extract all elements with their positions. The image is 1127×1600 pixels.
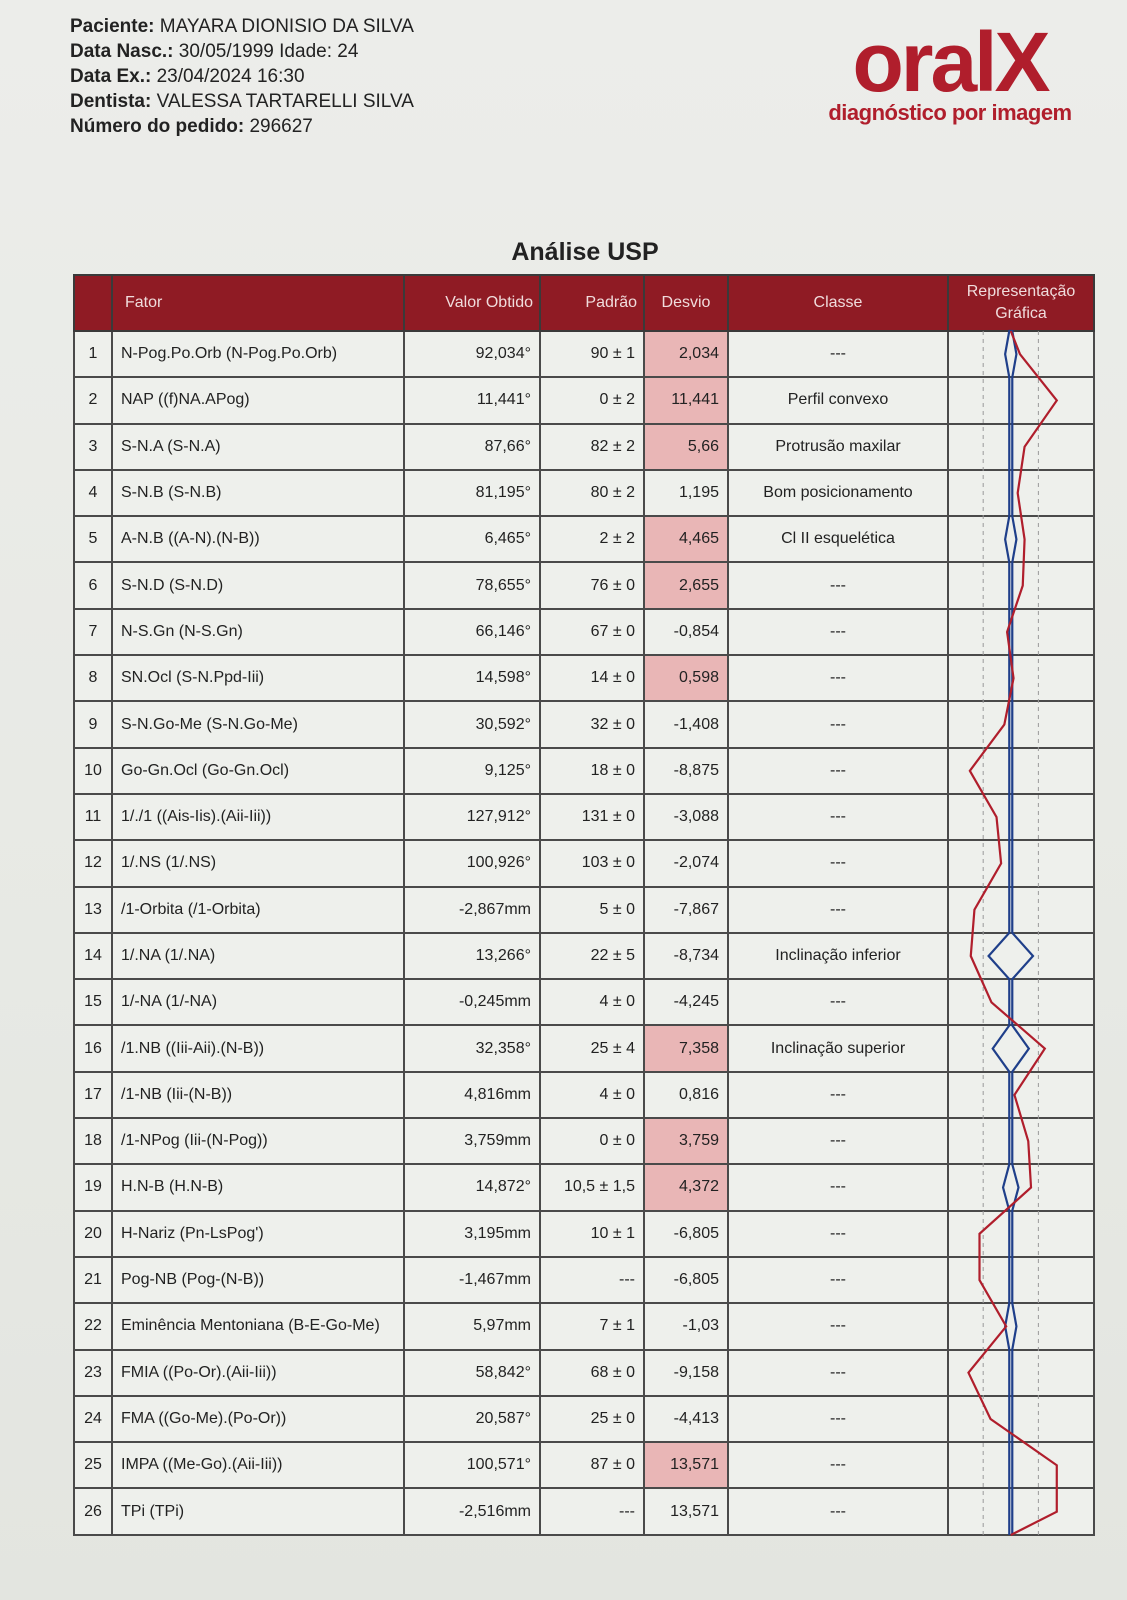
row-number: 18 [74, 1118, 112, 1164]
row-number: 4 [74, 470, 112, 516]
graph-cell [948, 424, 1094, 470]
classe-cell: --- [728, 794, 948, 840]
graph-cell [948, 1488, 1094, 1535]
dentist-row [70, 89, 414, 114]
table-row [74, 1118, 1094, 1164]
desvio-cell: -7,867 [644, 887, 728, 933]
table-row [74, 1257, 1094, 1303]
classe-cell: --- [728, 1257, 948, 1303]
classe-cell: --- [728, 562, 948, 608]
classe-cell: --- [728, 1396, 948, 1442]
exam-date-label: Data Ex.: [70, 66, 152, 87]
row-number: 3 [74, 424, 112, 470]
valor-cell: 92,034° [404, 331, 540, 377]
row-number: 13 [74, 887, 112, 933]
valor-cell: -0,245mm [404, 979, 540, 1025]
row-number: 19 [74, 1164, 112, 1210]
classe-cell: Perfil convexo [728, 377, 948, 423]
graph-cell [948, 748, 1094, 794]
desvio-cell: 7,358 [644, 1025, 728, 1071]
classe-cell: --- [728, 1442, 948, 1488]
desvio-cell: -9,158 [644, 1350, 728, 1396]
table-row [74, 840, 1094, 886]
order-number: 296627 [249, 116, 313, 137]
classe-cell: --- [728, 1350, 948, 1396]
fator-cell: N-Pog.Po.Orb (N-Pog.Po.Orb) [112, 331, 404, 377]
table-row [74, 609, 1094, 655]
fator-cell: H.N-B (H.N-B) [112, 1164, 404, 1210]
table-row [74, 562, 1094, 608]
row-number: 5 [74, 516, 112, 562]
classe-cell: --- [728, 701, 948, 747]
valor-cell: 4,816mm [404, 1072, 540, 1118]
valor-cell: 11,441° [404, 377, 540, 423]
header-num [74, 275, 112, 331]
valor-cell: 13,266° [404, 933, 540, 979]
row-number: 15 [74, 979, 112, 1025]
desvio-cell: 2,034 [644, 331, 728, 377]
padrao-cell: 5 ± 0 [540, 887, 644, 933]
table-row [74, 470, 1094, 516]
graph-cell [948, 516, 1094, 562]
graph-cell [948, 377, 1094, 423]
analysis-title: Análise USP [511, 238, 659, 266]
table-row [74, 516, 1094, 562]
graph-cell [948, 562, 1094, 608]
header-valor: Valor Obtido [404, 275, 540, 331]
valor-cell: -2,867mm [404, 887, 540, 933]
logo-tagline: diagnóstico por imagem [828, 100, 1072, 125]
padrao-cell: 103 ± 0 [540, 840, 644, 886]
padrao-cell: --- [540, 1257, 644, 1303]
graph-cell [948, 701, 1094, 747]
valor-cell: 14,872° [404, 1164, 540, 1210]
fator-cell: 1/-NA (1/-NA) [112, 979, 404, 1025]
classe-cell: --- [728, 1303, 948, 1349]
graph-cell [948, 1164, 1094, 1210]
row-number: 24 [74, 1396, 112, 1442]
valor-cell: 6,465° [404, 516, 540, 562]
desvio-cell: 0,598 [644, 655, 728, 701]
classe-cell: --- [728, 1488, 948, 1535]
birth-date-label: Data Nasc.: [70, 41, 174, 62]
padrao-cell: 80 ± 2 [540, 470, 644, 516]
valor-cell: 100,926° [404, 840, 540, 886]
valor-cell: 78,655° [404, 562, 540, 608]
graph-cell [948, 1442, 1094, 1488]
header-padrao: Padrão [540, 275, 644, 331]
padrao-cell: 10 ± 1 [540, 1211, 644, 1257]
padrao-cell: 67 ± 0 [540, 609, 644, 655]
valor-cell: 100,571° [404, 1442, 540, 1488]
desvio-cell: -1,03 [644, 1303, 728, 1349]
classe-cell: --- [728, 609, 948, 655]
table-body [74, 331, 1094, 1535]
valor-cell: 58,842° [404, 1350, 540, 1396]
graph-cell [948, 1257, 1094, 1303]
row-number: 20 [74, 1211, 112, 1257]
header-desvio: Desvio [644, 275, 728, 331]
valor-cell: 3,195mm [404, 1211, 540, 1257]
desvio-cell: 4,372 [644, 1164, 728, 1210]
desvio-cell: 4,465 [644, 516, 728, 562]
row-number: 25 [74, 1442, 112, 1488]
classe-cell: --- [728, 979, 948, 1025]
desvio-cell: 5,66 [644, 424, 728, 470]
order-number-row [70, 114, 414, 139]
graph-cell [948, 1211, 1094, 1257]
classe-cell: --- [728, 887, 948, 933]
valor-cell: 14,598° [404, 655, 540, 701]
padrao-cell: 0 ± 0 [540, 1118, 644, 1164]
fator-cell: /1-Orbita (/1-Orbita) [112, 887, 404, 933]
row-number: 23 [74, 1350, 112, 1396]
desvio-cell: -8,734 [644, 933, 728, 979]
exam-date: 23/04/2024 16:30 [156, 66, 305, 87]
classe-cell: Inclinação superior [728, 1025, 948, 1071]
table-row [74, 933, 1094, 979]
table-row [74, 1488, 1094, 1535]
valor-cell: 32,358° [404, 1025, 540, 1071]
padrao-cell: 7 ± 1 [540, 1303, 644, 1349]
fator-cell: IMPA ((Me-Go).(Aii-Iii)) [112, 1442, 404, 1488]
table-row [74, 794, 1094, 840]
graph-cell [948, 1118, 1094, 1164]
valor-cell: 66,146° [404, 609, 540, 655]
table-row [74, 1025, 1094, 1071]
graph-cell [948, 979, 1094, 1025]
patient-name-row [70, 14, 414, 39]
valor-cell: 9,125° [404, 748, 540, 794]
desvio-cell: -4,245 [644, 979, 728, 1025]
desvio-cell: -6,805 [644, 1257, 728, 1303]
table-row [74, 1396, 1094, 1442]
row-number: 7 [74, 609, 112, 655]
graph-cell [948, 933, 1094, 979]
classe-cell: --- [728, 1164, 948, 1210]
patient-info [70, 14, 414, 139]
row-number: 2 [74, 377, 112, 423]
valor-cell: 30,592° [404, 701, 540, 747]
table-row [74, 377, 1094, 423]
patient-name-label: Paciente: [70, 16, 155, 37]
padrao-cell: 90 ± 1 [540, 331, 644, 377]
table-header-row [74, 275, 1094, 331]
fator-cell: FMIA ((Po-Or).(Aii-Iii)) [112, 1350, 404, 1396]
row-number: 22 [74, 1303, 112, 1349]
graph-cell [948, 887, 1094, 933]
graph-cell [948, 1350, 1094, 1396]
padrao-cell: 25 ± 0 [540, 1396, 644, 1442]
analysis-table [73, 274, 1095, 1536]
padrao-cell: --- [540, 1488, 644, 1535]
desvio-cell: -3,088 [644, 794, 728, 840]
desvio-cell: 13,571 [644, 1442, 728, 1488]
classe-cell: --- [728, 1072, 948, 1118]
padrao-cell: 10,5 ± 1,5 [540, 1164, 644, 1210]
padrao-cell: 87 ± 0 [540, 1442, 644, 1488]
table-row [74, 887, 1094, 933]
graph-cell [948, 470, 1094, 516]
classe-cell: Inclinação inferior [728, 933, 948, 979]
dentist-label: Dentista: [70, 91, 152, 112]
row-number: 14 [74, 933, 112, 979]
desvio-cell: -1,408 [644, 701, 728, 747]
classe-cell: --- [728, 840, 948, 886]
padrao-cell: 76 ± 0 [540, 562, 644, 608]
valor-cell: 87,66° [404, 424, 540, 470]
padrao-cell: 25 ± 4 [540, 1025, 644, 1071]
fator-cell: Go-Gn.Ocl (Go-Gn.Ocl) [112, 748, 404, 794]
graph-cell [948, 840, 1094, 886]
classe-cell: --- [728, 748, 948, 794]
desvio-cell: 3,759 [644, 1118, 728, 1164]
table-row [74, 748, 1094, 794]
graph-cell [948, 794, 1094, 840]
header-representacao: Representação Gráfica [948, 275, 1094, 331]
table-row [74, 1350, 1094, 1396]
row-number: 21 [74, 1257, 112, 1303]
desvio-cell: -8,875 [644, 748, 728, 794]
row-number: 26 [74, 1488, 112, 1535]
valor-cell: 20,587° [404, 1396, 540, 1442]
row-number: 1 [74, 331, 112, 377]
graph-cell [948, 1396, 1094, 1442]
padrao-cell: 82 ± 2 [540, 424, 644, 470]
table-row [74, 1211, 1094, 1257]
classe-cell: --- [728, 1211, 948, 1257]
row-number: 6 [74, 562, 112, 608]
valor-cell: 127,912° [404, 794, 540, 840]
classe-cell: Protrusão maxilar [728, 424, 948, 470]
row-number: 9 [74, 701, 112, 747]
oralx-logo [820, 15, 1080, 126]
logo-brand: oralX [852, 15, 1048, 109]
fator-cell: S-N.B (S-N.B) [112, 470, 404, 516]
fator-cell: H-Nariz (Pn-LsPog') [112, 1211, 404, 1257]
fator-cell: FMA ((Go-Me).(Po-Or)) [112, 1396, 404, 1442]
desvio-cell: -4,413 [644, 1396, 728, 1442]
table-row [74, 1072, 1094, 1118]
fator-cell: /1.NB ((Iii-Aii).(N-B)) [112, 1025, 404, 1071]
fator-cell: NAP ((f)NA.APog) [112, 377, 404, 423]
table-row [74, 1303, 1094, 1349]
fator-cell: Pog-NB (Pog-(N-B)) [112, 1257, 404, 1303]
birth-date-row [70, 39, 414, 64]
row-number: 10 [74, 748, 112, 794]
row-number: 16 [74, 1025, 112, 1071]
birth-date: 30/05/1999 Idade: 24 [178, 41, 359, 62]
order-number-label: Número do pedido: [70, 116, 245, 137]
table-row [74, 1164, 1094, 1210]
fator-cell: /1-NPog (Iii-(N-Pog)) [112, 1118, 404, 1164]
valor-cell: 3,759mm [404, 1118, 540, 1164]
valor-cell: -1,467mm [404, 1257, 540, 1303]
padrao-cell: 32 ± 0 [540, 701, 644, 747]
dentist-name: VALESSA TARTARELLI SILVA [156, 91, 414, 112]
fator-cell: S-N.D (S-N.D) [112, 562, 404, 608]
fator-cell: A-N.B ((A-N).(N-B)) [112, 516, 404, 562]
fator-cell: 1/.NS (1/.NS) [112, 840, 404, 886]
desvio-cell: 0,816 [644, 1072, 728, 1118]
row-number: 17 [74, 1072, 112, 1118]
fator-cell: 1/.NA (1/.NA) [112, 933, 404, 979]
classe-cell: --- [728, 1118, 948, 1164]
fator-cell: /1-NB (Iii-(N-B)) [112, 1072, 404, 1118]
row-number: 11 [74, 794, 112, 840]
fator-cell: S-N.Go-Me (S-N.Go-Me) [112, 701, 404, 747]
fator-cell: SN.Ocl (S-N.Ppd-Iii) [112, 655, 404, 701]
classe-cell: Bom posicionamento [728, 470, 948, 516]
row-number: 12 [74, 840, 112, 886]
patient-name: MAYARA DIONISIO DA SILVA [159, 16, 414, 37]
padrao-cell: 2 ± 2 [540, 516, 644, 562]
valor-cell: 81,195° [404, 470, 540, 516]
fator-cell: TPi (TPi) [112, 1488, 404, 1535]
graph-cell [948, 1072, 1094, 1118]
graph-cell [948, 655, 1094, 701]
valor-cell: 5,97mm [404, 1303, 540, 1349]
table-row [74, 701, 1094, 747]
classe-cell: --- [728, 331, 948, 377]
header-classe: Classe [728, 275, 948, 331]
valor-cell: -2,516mm [404, 1488, 540, 1535]
fator-cell: Eminência Mentoniana (B-E-Go-Me) [112, 1303, 404, 1349]
padrao-cell: 18 ± 0 [540, 748, 644, 794]
desvio-cell: -6,805 [644, 1211, 728, 1257]
padrao-cell: 4 ± 0 [540, 979, 644, 1025]
exam-date-row [70, 64, 414, 89]
desvio-cell: 11,441 [644, 377, 728, 423]
row-number: 8 [74, 655, 112, 701]
desvio-cell: 13,571 [644, 1488, 728, 1535]
table-row [74, 655, 1094, 701]
graph-cell [948, 1303, 1094, 1349]
desvio-cell: 2,655 [644, 562, 728, 608]
graph-cell [948, 331, 1094, 377]
fator-cell: S-N.A (S-N.A) [112, 424, 404, 470]
table-row [74, 331, 1094, 377]
table-row [74, 1442, 1094, 1488]
fator-cell: 1/./1 ((Ais-Iis).(Aii-Iii)) [112, 794, 404, 840]
padrao-cell: 68 ± 0 [540, 1350, 644, 1396]
classe-cell: Cl II esquelética [728, 516, 948, 562]
padrao-cell: 22 ± 5 [540, 933, 644, 979]
desvio-cell: -2,074 [644, 840, 728, 886]
table-row [74, 424, 1094, 470]
classe-cell: --- [728, 655, 948, 701]
graph-cell [948, 1025, 1094, 1071]
padrao-cell: 0 ± 2 [540, 377, 644, 423]
desvio-cell: 1,195 [644, 470, 728, 516]
padrao-cell: 4 ± 0 [540, 1072, 644, 1118]
desvio-cell: -0,854 [644, 609, 728, 655]
padrao-cell: 14 ± 0 [540, 655, 644, 701]
fator-cell: N-S.Gn (N-S.Gn) [112, 609, 404, 655]
header-fator: Fator [112, 275, 404, 331]
graph-cell [948, 609, 1094, 655]
table-row [74, 979, 1094, 1025]
padrao-cell: 131 ± 0 [540, 794, 644, 840]
